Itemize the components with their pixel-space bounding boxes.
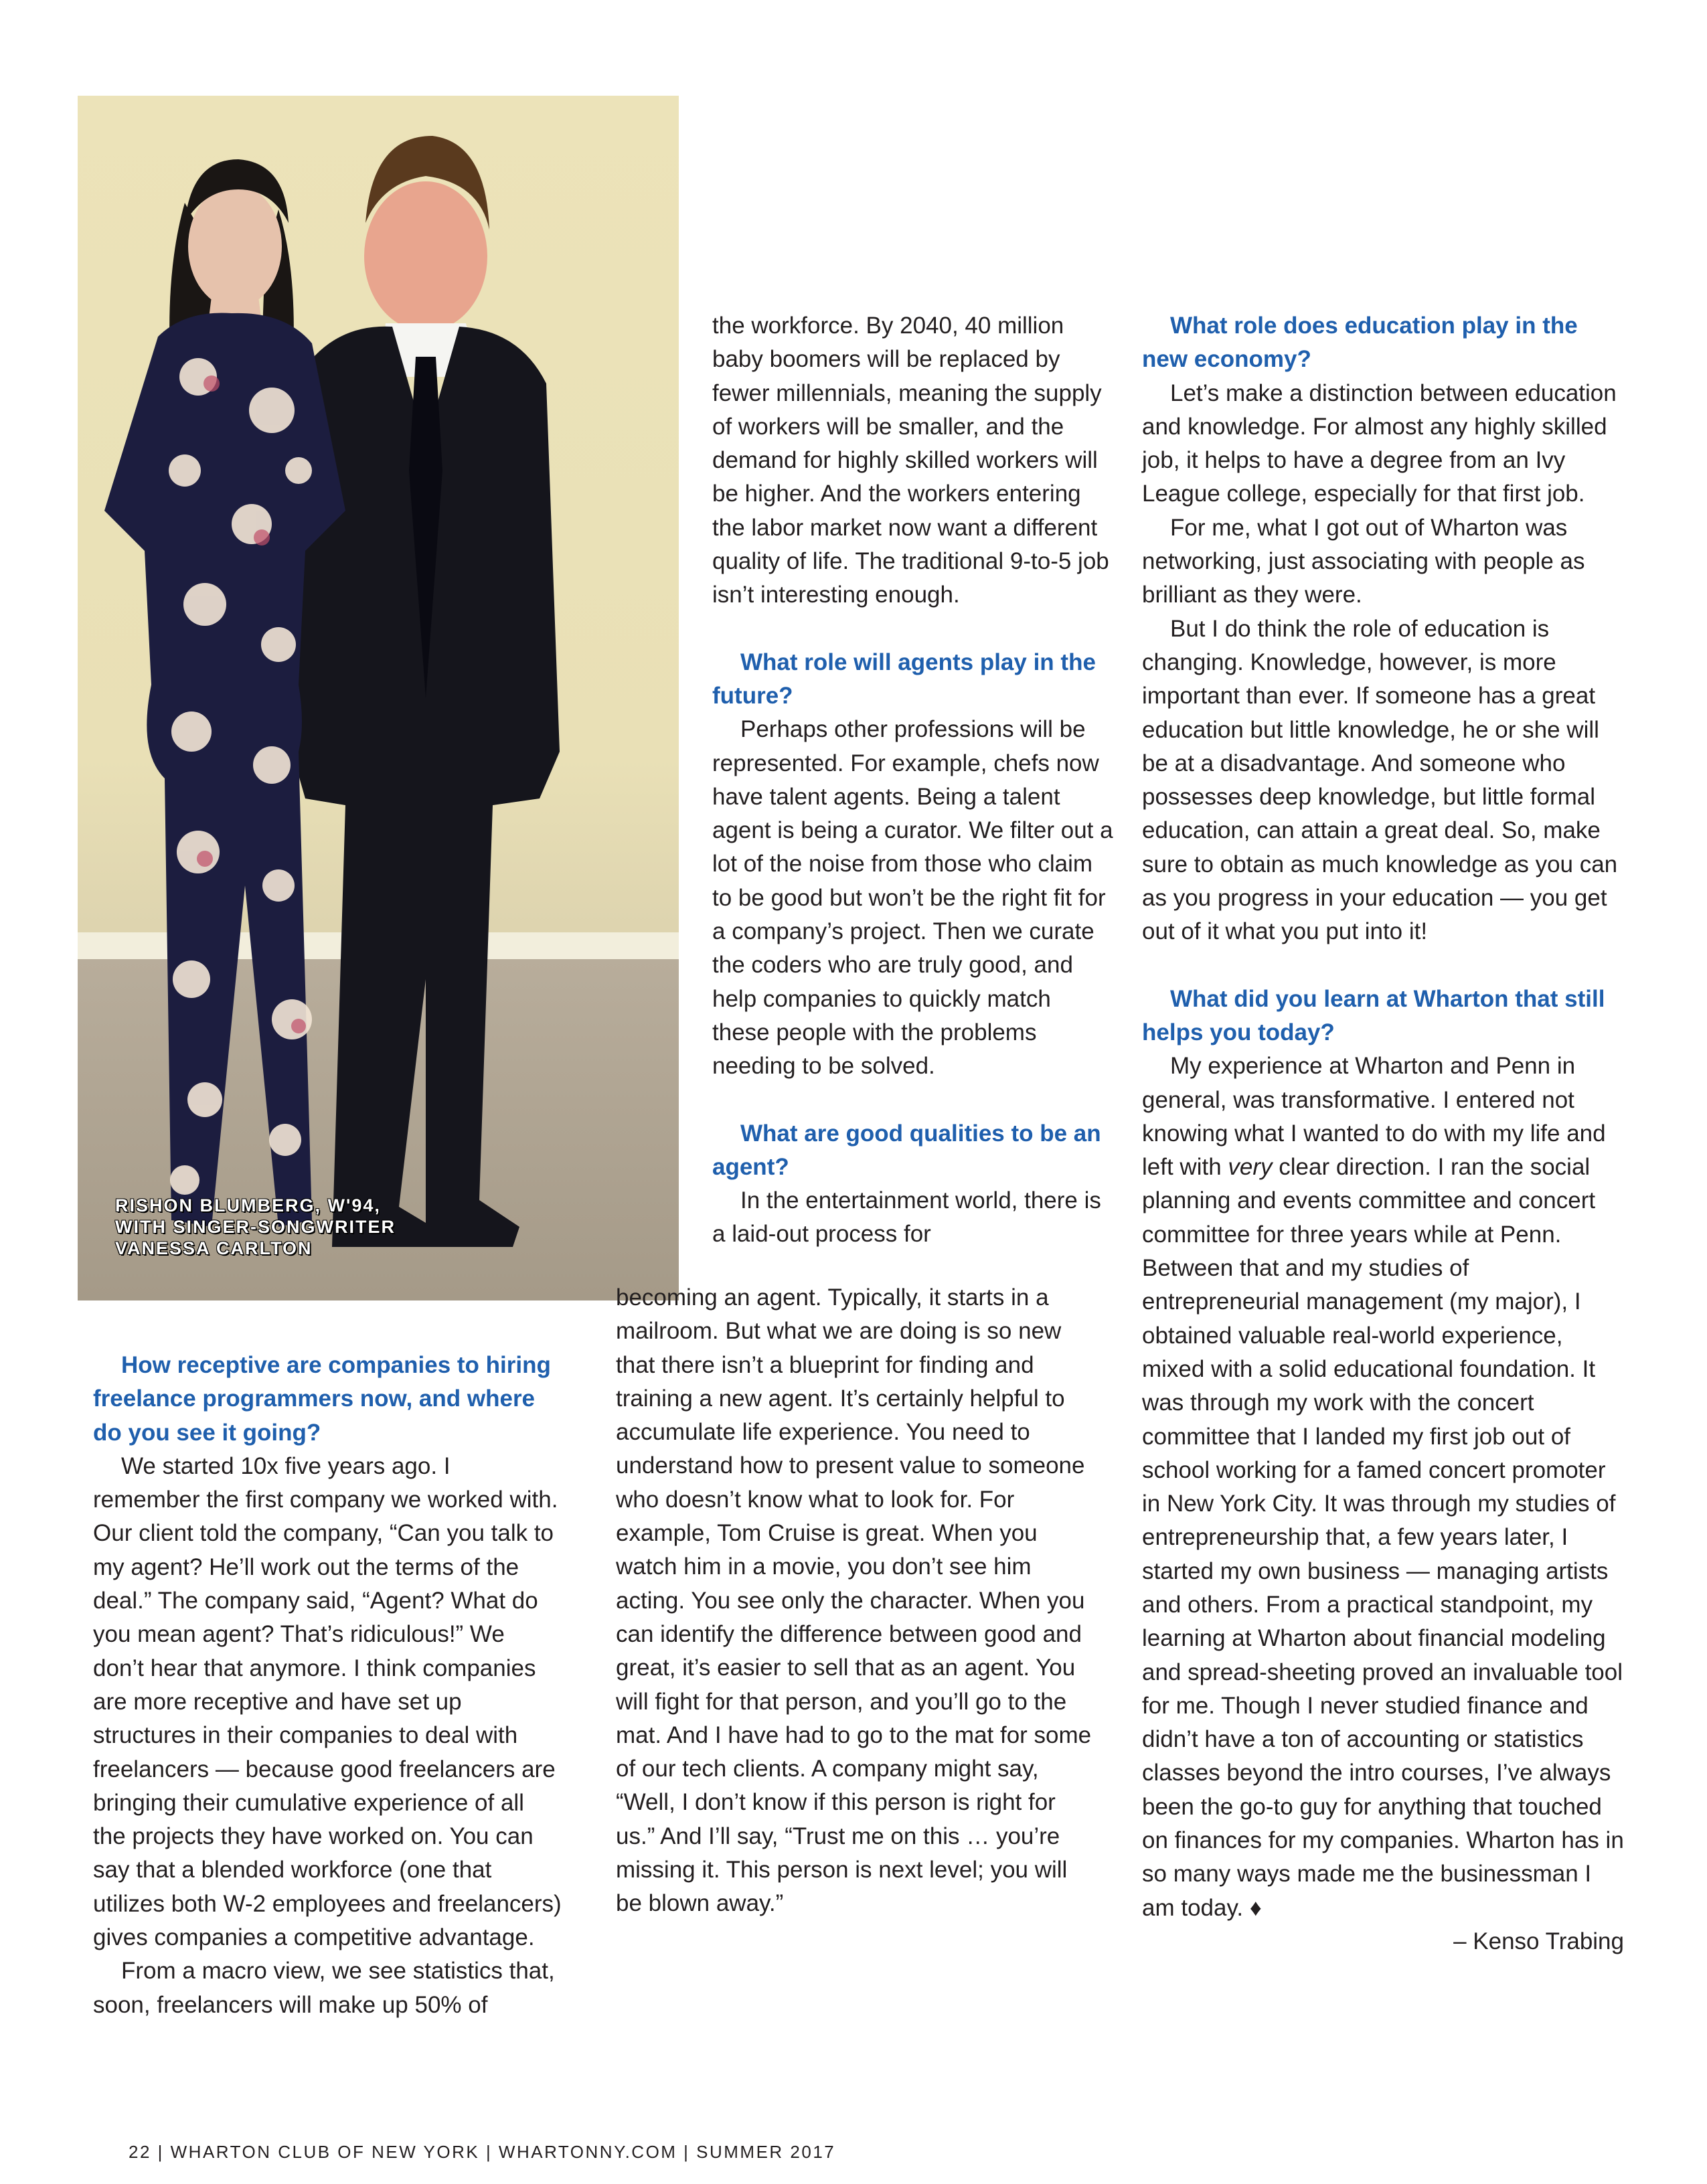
page-footer: 22 | WHARTON CLUB OF NEW YORK | WHARTONNY.COM | SUMMER 2017 (129, 2142, 836, 2162)
caption-line: VANESSA CARLTON (115, 1238, 313, 1258)
caption-line: WITH SINGER-SONGWRITER (115, 1217, 396, 1237)
author-signature: – Kenso Trabing (1453, 1928, 1624, 1954)
paragraph: For me, what I got out of Wharton was networking, just associating with people as brilliant as they were. (1142, 514, 1585, 608)
paragraph: From a macro view, we see statistics that, soon, freelancers will make up 50% of (93, 1958, 555, 2018)
article-column-2 (712, 309, 1114, 1252)
article-column-1 (93, 1349, 562, 2022)
paragraph: We started 10x five years ago. I remember the first company we worked with. Our client told the company, “Can you talk to my agent? He’ll work out the terms of the deal.” The company said, “Agent? What do you mean agent? That’s ridiculous!” We don’t hear that anymore. I think companies are more receptive and have set up structures in their companies to deal with freelancers — because good freelancers are bringing their cumulative experience of all the projects they have worked on. You can say that a blended workforce (one that utilizes both W-2 employees and freelancers) gives companies a competitive advantage. (93, 1452, 562, 1951)
question-heading: What role does education play in the new economy? (1142, 313, 1578, 373)
question-heading: How receptive are companies to hiring freelance programmers now, and where do you see it going? (93, 1352, 551, 1446)
article-column-3 (1142, 309, 1624, 1958)
text-run: clear direction. I ran the social planning and events committee and concert committee for three years while at Penn. Between that and my studies of entrepreneurial management (my major), I obtained valuable real-world experience, mixed with a solid educational foundation. It was through my work with the concert committee that I landed my first job out of school working for a famed concert promoter in New York City. It was through my studies of entrepreneurship that, a few years later, I started my own business — managing artists and others. From a practical standpoint, my learning at Wharton about financial modeling and spread-sheeting proved an invaluable tool for me. Though I never studied finance and didn’t have a ton of accounting or statistics classes beyond the intro courses, I’ve always been the go-to guy for anything that touched on finances for my companies. Wharton has in so many ways made me the businessman I am today. ♦ (1142, 1154, 1624, 1921)
paragraph: In the entertainment world, there is a laid-out process for (712, 1187, 1101, 1248)
photo-caption (115, 1195, 463, 1259)
paragraph (1142, 1049, 1624, 1925)
paragraph: the workforce. By 2040, 40 million baby boomers will be replaced by fewer millennials, meaning the supply of workers will be smaller, and the demand for highly skilled workers will be higher. And the workers entering the labor market now want a different quality of life. The traditional 9-to-5 job isn’t interesting enough. (712, 313, 1109, 608)
paragraph: Perhaps other professions will be represented. For example, chefs now have talent agents. Being a talent agent is being a curator. We filter out a lot of the noise from those who claim to be good but won’t be the right fit for a company’s project. Then we curate the coders who are truly good, and help companies to quickly match these people with the problems needing to be solved. (712, 716, 1113, 1080)
caption-line: RISHON BLUMBERG, W'94, (115, 1195, 381, 1215)
emphasis-text: very (1228, 1154, 1273, 1181)
paragraph: becoming an agent. Typically, it starts in a mailroom. But what we are doing is so new that there isn’t a blueprint for finding and training a new agent. It’s certainly helpful to accumulate life experience. You need to understand how to present value to someone who doesn’t know what to look for. For example, Tom Cruise is great. When you watch him in a movie, you don’t see him acting. You see only the character. When you can identify the difference between good and great, it’s easier to sell that as an agent. You will fight for that person, and you’ll go to the mat. And I have had to go to the mat for some of our tech clients. A company might say, “Well, I don’t know if this person is right for us.” And I’ll say, “Trust me on this … you’re missing it. This person is next level; you will be blown away.” (616, 1284, 1092, 1917)
text-run: My experience at Wharton and Penn in general, was transformative. I entered not knowing what I wanted to do with my life and left with (1142, 1053, 1606, 1181)
question-heading: What did you learn at Wharton that still helps you today? (1142, 985, 1605, 1045)
people-illustration (78, 96, 679, 1300)
paragraph: Let’s make a distinction between education and knowledge. For almost any highly skilled job, it helps to have a degree from an Ivy League college, especially for that first job. (1142, 380, 1617, 507)
question-heading: What role will agents play in the future? (712, 649, 1096, 709)
article-column-2-continued (616, 1281, 1098, 1921)
article-photo (78, 96, 679, 1300)
paragraph: But I do think the role of education is changing. Knowledge, however, is more important than ever. If someone has a great education but little knowledge, he or she will be at a disadvantage. And someone who possesses deep knowledge, but little formal education, can attain a great deal. So, make sure to obtain as much knowledge as you can as you progress in your education — you get out of it what you put into it! (1142, 615, 1618, 945)
man-figure (292, 136, 560, 1247)
question-heading: What are good qualities to be an agent? (712, 1120, 1101, 1180)
